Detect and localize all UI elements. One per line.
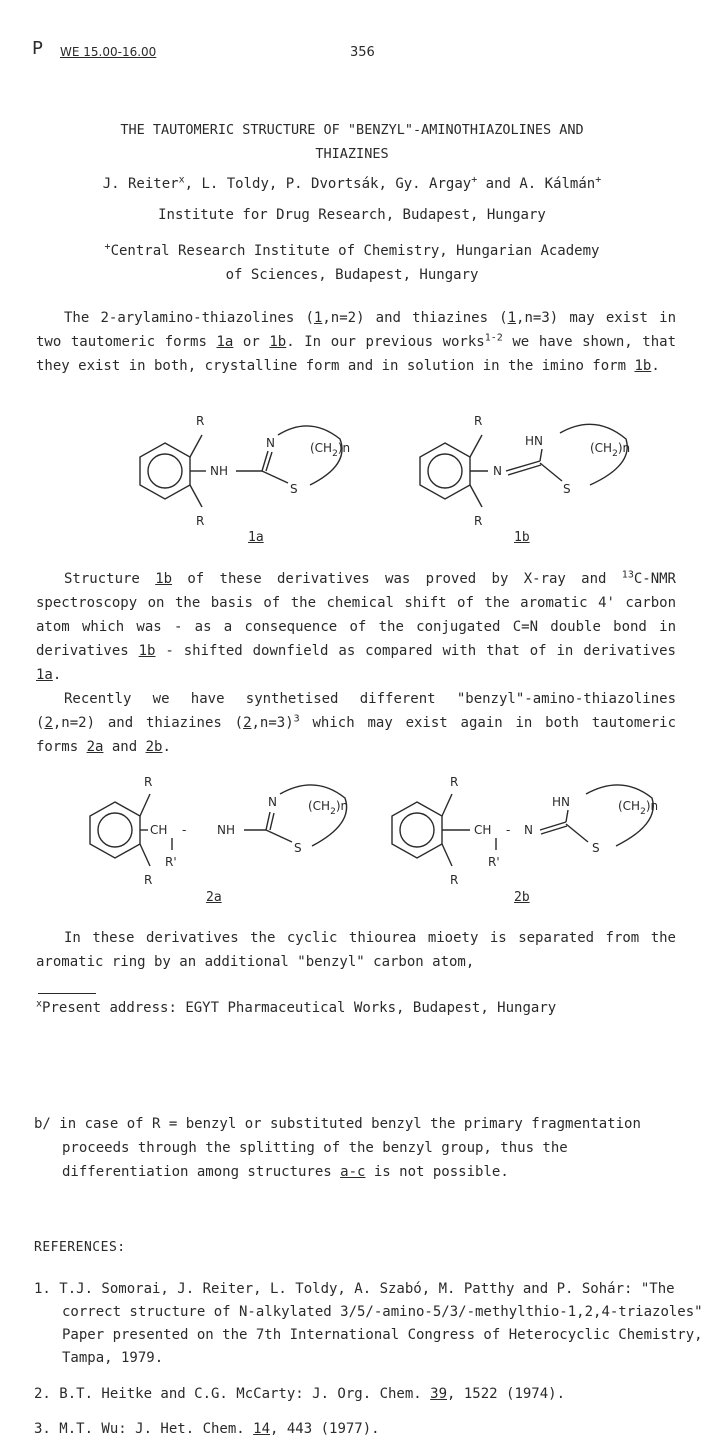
svg-text:HN: HN bbox=[525, 434, 543, 448]
footnote-rule bbox=[38, 993, 96, 994]
svg-text:R': R' bbox=[488, 855, 500, 869]
svg-text:(CH2)n: $(CH_2)n$ bbox=[590, 441, 631, 459]
reference-2: 2. B.T. Heitke and C.G. McCarty: J. Org. Chem. 39, 1522 (1974). bbox=[34, 1386, 566, 1402]
affiliation-2-mark: + bbox=[104, 241, 111, 253]
svg-text:S: S bbox=[290, 482, 298, 496]
footnote-mark: x bbox=[36, 998, 43, 1010]
svg-text:N: N bbox=[524, 823, 533, 837]
svg-text:NH: NH bbox=[210, 464, 228, 478]
svg-text:R: R bbox=[144, 873, 153, 887]
structure-1a bbox=[110, 405, 360, 554]
label-1b: 1b bbox=[514, 530, 530, 545]
svg-text:N: N bbox=[493, 464, 502, 478]
svg-text:CH: CH bbox=[150, 823, 168, 837]
affiliation-1: Institute for Drug Research, Budapest, Hungary bbox=[158, 207, 546, 223]
structure-2b bbox=[372, 770, 682, 904]
label-2b: 2b bbox=[514, 890, 530, 905]
svg-text:CH: CH bbox=[474, 823, 492, 837]
svg-text:N: N bbox=[268, 795, 277, 809]
svg-text:R: R bbox=[450, 873, 459, 887]
footnote bbox=[36, 1000, 556, 1016]
session-time: WE 15.00-16.00 bbox=[60, 45, 157, 59]
svg-text:R: R bbox=[474, 414, 483, 428]
author-list bbox=[0, 176, 704, 192]
svg-text:(CH2)n: $(CH_2)n$ bbox=[308, 799, 349, 817]
structure-1b bbox=[390, 405, 680, 554]
structure-2a bbox=[70, 770, 370, 904]
page-number: 356 bbox=[350, 45, 375, 60]
footnote-text: Present address: EGYT Pharmaceutical Works, Budapest, Hungary bbox=[42, 1000, 557, 1016]
affiliation-2-line-1: Central Research Institute of Chemistry, Hungarian Academy bbox=[110, 243, 600, 259]
reference-3: 3. M.T. Wu: J. Het. Chem. 14, 443 (1977). bbox=[34, 1421, 380, 1437]
affiliation-2 bbox=[0, 239, 704, 287]
svg-text:R: R bbox=[196, 414, 205, 428]
author-last: and A. Kálmán bbox=[477, 176, 596, 192]
svg-text:S: S bbox=[563, 482, 571, 496]
label-1a: 1a bbox=[248, 530, 264, 545]
paper-title bbox=[0, 118, 704, 166]
svg-text:R': R' bbox=[165, 855, 177, 869]
author-1-mark: x bbox=[178, 174, 185, 186]
svg-text:-: - bbox=[182, 823, 187, 837]
paragraph-b: b/ in case of R = benzyl or substituted benzyl the primary fragmentation proceeds through the splitting of the benzyl group, thus the differentiation among structures a-c is not possible. bbox=[34, 1116, 641, 1180]
svg-text:S: S bbox=[294, 841, 302, 855]
author-rest: , L. Toldy, P. Dvortsák, Gy. Argay bbox=[184, 176, 472, 192]
svg-text:R: R bbox=[474, 514, 483, 528]
svg-text:(CH2)n: $(CH_2)n$ bbox=[618, 799, 659, 817]
reference-1: 1. T.J. Somorai, J. Reiter, L. Toldy, A. Szabó, M. Patthy and P. Sohár: "The correct structure of N-alkylated 3/5/-amino-5/3/-methylthio-1,2,4-triazoles" Paper presented on the 7th International Congress of Heterocyclic Chemistry, Tampa, 1979. bbox=[34, 1281, 703, 1366]
title-line-1: THE TAUTOMERIC STRUCTURE OF "BENZYL"-AMINOTHIAZOLINES AND bbox=[120, 122, 584, 138]
svg-text:R: R bbox=[144, 775, 153, 789]
label-2a: 2a bbox=[206, 890, 222, 905]
paragraph-1: The 2-arylamino-thiazolines (1,n=2) and thiazines (1,n=3) may exist in two tautomeric forms 1a or 1b. In our previous works$^{1-2}$ we have shown, that they exist in both, crystalline form and in solution in the imino form 1b. bbox=[36, 310, 676, 374]
svg-text:S: S bbox=[592, 841, 600, 855]
title-line-2: THIAZINES bbox=[315, 146, 389, 162]
svg-text:R: R bbox=[450, 775, 459, 789]
svg-text:R: R bbox=[196, 514, 205, 528]
svg-text:NH: NH bbox=[217, 823, 235, 837]
author-4-mark: + bbox=[471, 174, 478, 186]
author-1: J. Reiter bbox=[102, 176, 179, 192]
paragraph-2: Structure 1b of these derivatives was proved by X-ray and $^{13}$C-NMR spectroscopy on the basis of the chemical shift of the aromatic 4' carbon atom which was - as a consequence of the conjugated C=N double bond in derivatives 1b - shifted downfield as compared with that of in derivatives 1a. Recently we have synthetised different "benzyl"-amino-thiazolines (2,n=2) and thiazines (2,n=3)$^3$ which may exist again in both tautomeric forms 2a and 2b. bbox=[36, 569, 676, 755]
svg-text:HN: HN bbox=[552, 795, 570, 809]
references-heading: REFERENCES: bbox=[34, 1240, 126, 1255]
svg-text:N: N bbox=[266, 436, 275, 450]
paragraph-4: In these derivatives the cyclic thiourea mioety is separated from the aromatic ring by an additional "benzyl" carbon atom, bbox=[36, 930, 676, 970]
session-letter: P bbox=[32, 38, 43, 59]
svg-text:-: - bbox=[506, 823, 511, 837]
affiliation-2-line-2: of Sciences, Budapest, Hungary bbox=[225, 267, 479, 283]
svg-text:(CH2)n: $(CH_2)n$ bbox=[310, 441, 351, 459]
author-5-mark: + bbox=[595, 174, 602, 186]
